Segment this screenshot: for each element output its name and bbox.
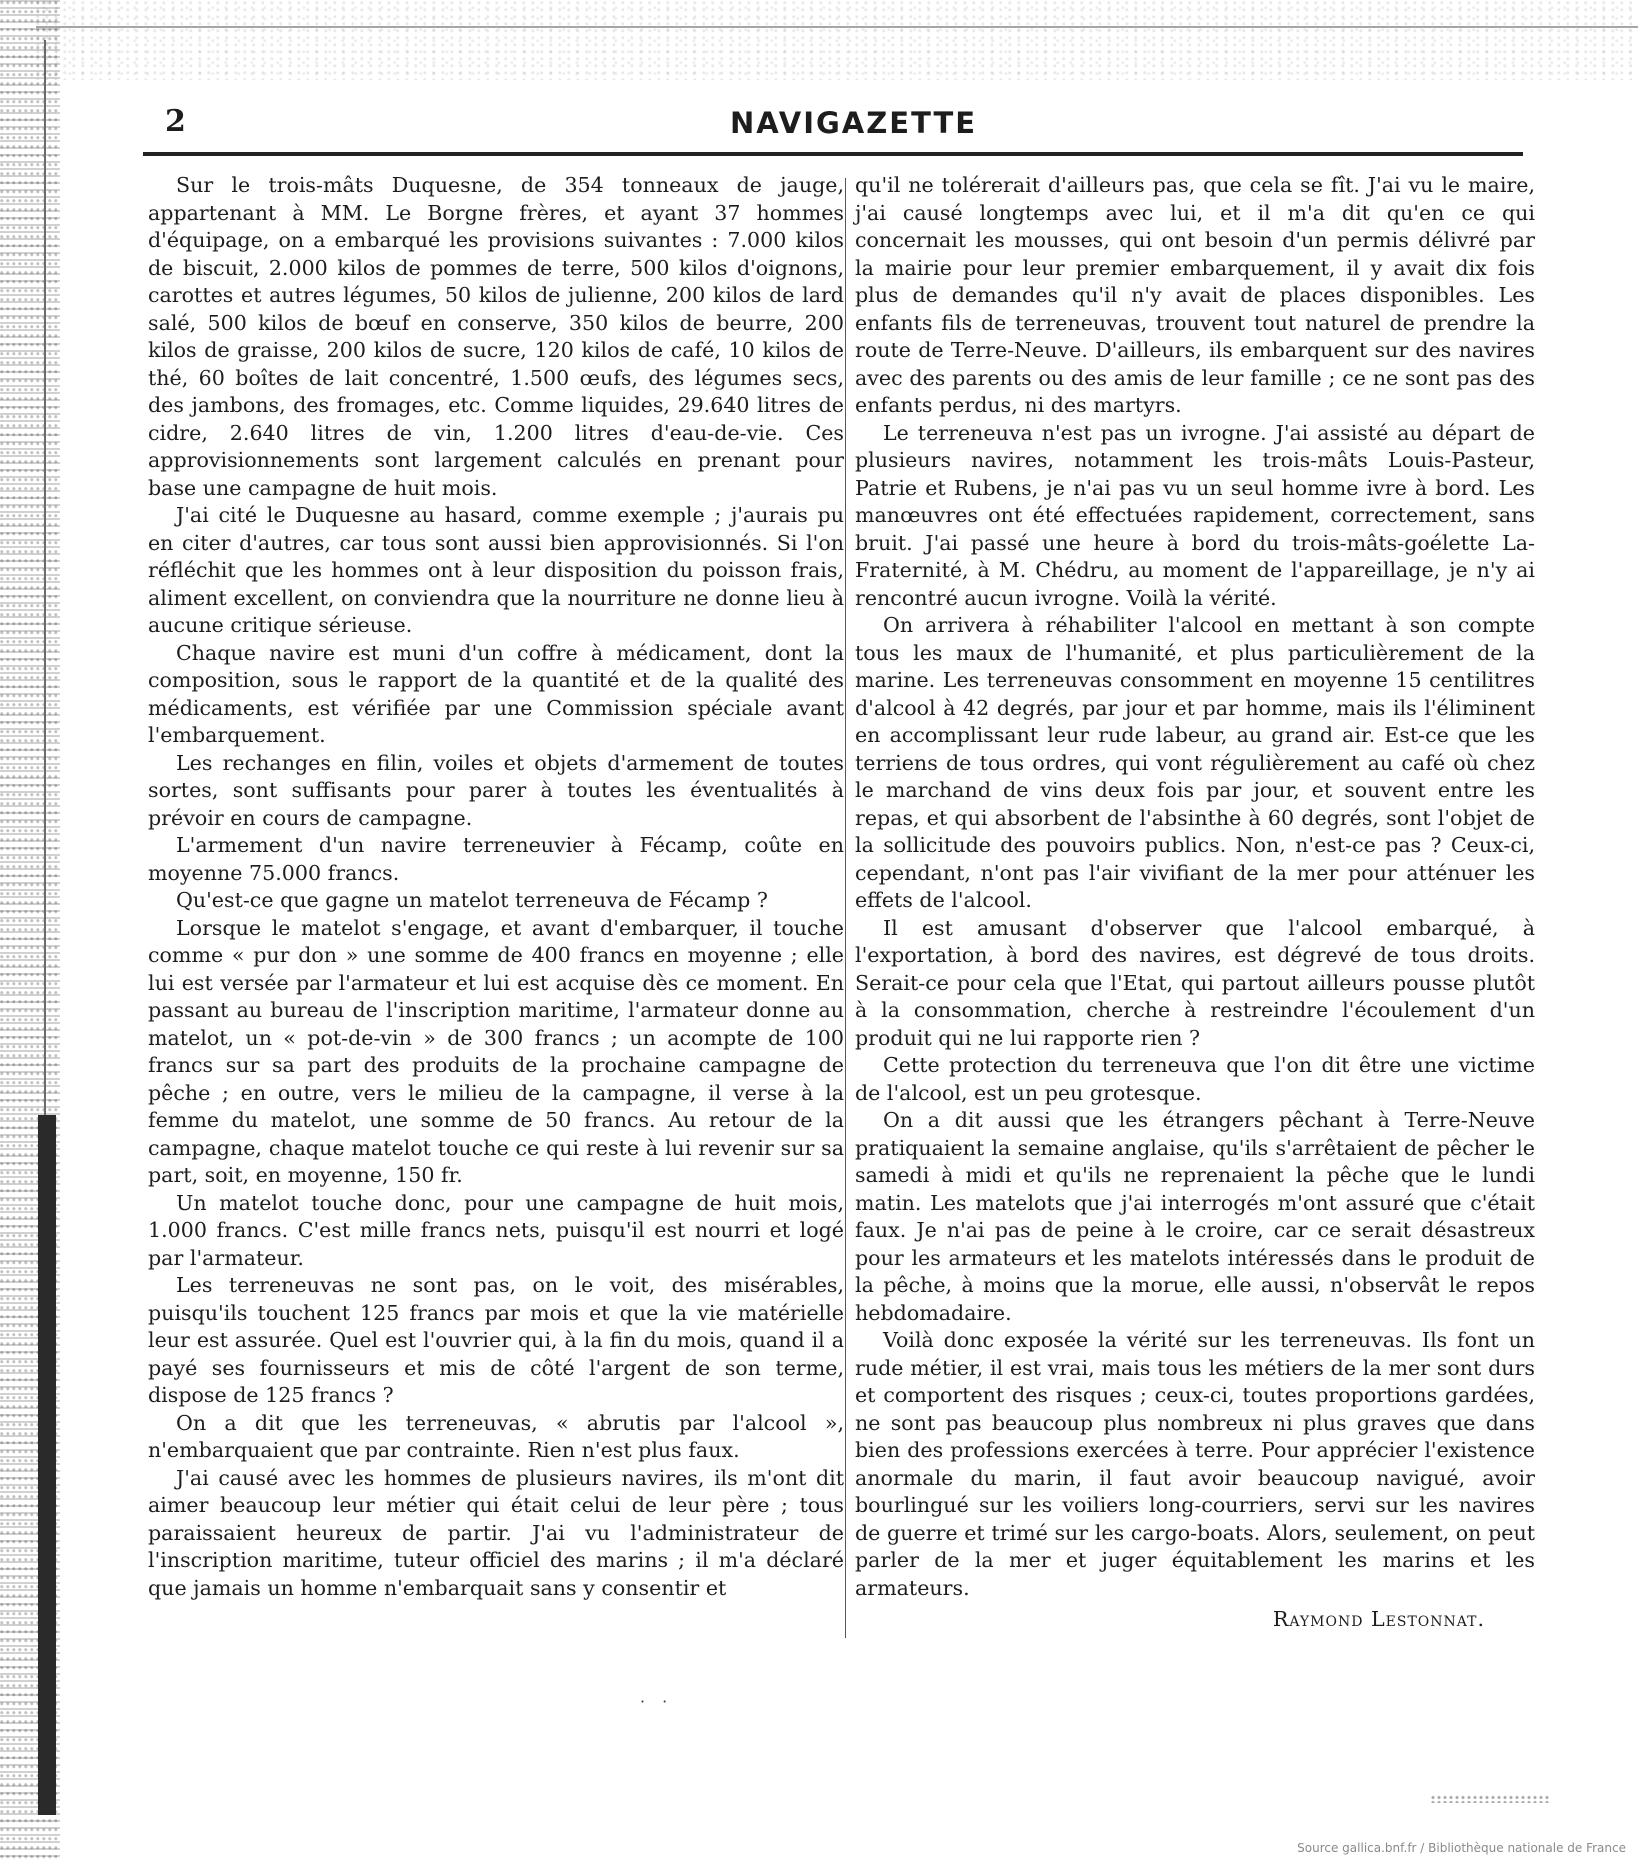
paragraph: Le terreneuva n'est pas un ivrogne. J'ai assisté au départ de plusieurs navires, notamment les trois-mâts Louis-Pasteur, Patrie et Rubens, je n'ai pas vu un seul homme ivre à bord. Les manœuvres ont été effectuées rapidement, correctement, sans bruit. J'ai passé une heure à bord du trois-mâts-goélette La-Fraternité, à M. Chédru, au moment de l'appareillage, je n'y ai rencontré aucun ivrogne. Voilà la vérité. [855,420,1535,610]
paragraph: qu'il ne tolérerait d'ailleurs pas, que cela se fît. J'ai vu le maire, j'ai causé longtemps avec lui, et il m'a dit qu'en ce qui concernait les mousses, qui ont besoin d'un permis délivré par la mairie pour leur premier embarquement, il y avait dix fois plus de demandes qu'il n'y avait de places disponibles. Les enfants fils de terreneuvas, trouvent tout naturel de prendre la route de Terre-Neuve. D'ailleurs, ils embarquent sur des navires avec des parents ou des amis de leur famille ; ce ne sont pas des enfants perdus, ni des martyrs. [855,173,1535,417]
paragraph: Lorsque le matelot s'engage, et avant d'embarquer, il touche comme « pur don » une somme de 400 francs en moyenne ; elle lui est versée par l'armateur et lui est acquise dès ce moment. En passant au bureau de l'inscription maritime, l'armateur donne au matelot, un « pot-de-vin » de 300 francs ; un acompte de 100 francs sur sa part des produits de la prochaine campagne de pêche ; en outre, vers le milieu de la campagne, il verse à la femme du matelot, une somme de 50 francs. Au retour de la campagne, chaque matelot touche ce qui reste à lui revenir sur sa part, soit, en moyenne, 150 fr. [148,915,844,1187]
stray-print-marks: · · [640,1692,674,1711]
scan-smudge [1430,1795,1550,1803]
paragraph: Il est amusant d'observer que l'alcool embarqué, à l'exportation, à bord des navires, est dégrevé de tous droits. Serait-ce pour cela que l'Etat, qui partout ailleurs pousse plutôt à la consommation, cherche à restreindre l'écoulement d'un produit qui ne lui rapporte rien ? [855,915,1535,1050]
left-column [148,172,844,1602]
header-rule [143,152,1523,156]
scan-top-rule [36,26,1638,28]
paragraph: J'ai causé avec les hommes de plusieurs navires, ils m'ont dit aimer beaucoup leur métier qui était celui de leur père ; tous paraissaient heureux de partir. J'ai vu l'administrateur de l'inscription maritime, tuteur officiel des marins ; il m'a déclaré que jamais un homme n'embarquait sans y consentir et [148,1465,844,1600]
author-signature: Raymond Lestonnat. [1272,1607,1485,1631]
paragraph: J'ai cité le Duquesne au hasard, comme exemple ; j'aurais pu en citer d'autres, car tous sont aussi bien approvisionnés. Si l'on réfléchit que les hommes ont à leur disposition du poisson frais, aliment excellent, on conviendra que la nourriture ne donne lieu à aucune critique sérieuse. [148,503,844,637]
paragraph: L'armement d'un navire terreneuvier à Fécamp, coûte en moyenne 75.000 francs. [148,833,844,885]
column-divider [845,178,846,1638]
scan-noise-top [36,0,1638,80]
source-credit: Source gallica.bnf.fr / Bibliothèque nationale de France [1297,1841,1626,1855]
paragraph: Les rechanges en filin, voiles et objets d'armement de toutes sortes, sont suffisants pour parer à toutes les éventualités à prévoir en cours de campagne. [148,750,844,830]
paragraph: Sur le trois-mâts Duquesne, de 354 tonneaux de jauge, appartenant à MM. Le Borgne frères, et ayant 37 hommes d'équipage, on a embarqué les provisions suivantes : 7.000 kilos de biscuit, 2.000 kilos de pommes de terre, 500 kilos d'oignons, carottes et autres légumes, 50 kilos de julienne, 200 kilos de lard salé, 500 kilos de bœuf en conserve, 350 kilos de beurre, 200 kilos de graisse, 200 kilos de sucre, 120 kilos de café, 10 kilos de thé, 60 boîtes de lait concentré, 1.500 œufs, des légumes secs, des jambons, des fromages, etc. Comme liquides, 29.640 litres de cidre, 2.640 litres de vin, 1.200 litres d'eau-de-vie. Ces approvisionnements sont largement calculés en prenant pour base une campagne de huit mois. [148,173,844,500]
paragraph: Qu'est-ce que gagne un matelot terreneuva de Fécamp ? [176,888,768,912]
paragraph: Les terreneuvas ne sont pas, on le voit, des misérables, puisqu'ils touchent 125 francs par mois et que la vie matérielle leur est assurée. Quel est l'ouvrier qui, à la fin du mois, quand il a payé ses fournisseurs et mis de côté l'argent de son terme, dispose de 125 francs ? [148,1273,844,1407]
paragraph: On a dit aussi que les étrangers pêchant à Terre-Neuve pratiquaient la semaine anglaise, qu'ils s'arrêtaient de pêcher le samedi à midi et qu'ils ne reprenaient la pêche que le lundi matin. Les matelots que j'ai interrogés m'ont assuré que c'était faux. Je n'ai pas de peine à le croire, car ce serait désastreux pour les armateurs et les matelots intéressés dans le produit de la pêche, à moins que la morue, elle aussi, n'observât le repos hebdomadaire. [855,1108,1535,1325]
paragraph: Cette protection du terreneuva que l'on dit être une victime de l'alcool, est un peu grotesque. [855,1053,1535,1105]
paragraph: Chaque navire est muni d'un coffre à médicament, dont la composition, sous le rapport de la quantité et de la qualité des médicaments, est vérifiée par une Commission spéciale avant l'embarquement. [148,640,844,747]
paragraph: Un matelot touche donc, pour une campagne de huit mois, 1.000 francs. C'est mille francs nets, puisqu'il est nourri et logé par l'armateur. [148,1190,844,1270]
paragraph: Voilà donc exposée la vérité sur les terreneuvas. Ils font un rude métier, il est vrai, mais tous les métiers de la mer sont durs et comportent des risques ; ceux-ci, toutes proportions gardées, ne sont pas beaucoup plus nombreux ni plus graves que dans bien des professions exercées à terre. Pour apprécier l'existence anormale du marin, il faut avoir beaucoup navigué, avoir bourlingué sur les voiliers long-courriers, servi sur les navires de guerre et trimé sur les cargo-boats. Alors, seulement, on peut parler de la mer et juger équitablement les marins et les armateurs. [855,1328,1535,1600]
page-number: 2 [165,104,186,139]
paragraph: On arrivera à réhabiliter l'alcool en mettant à son compte tous les maux de l'humanité, et plus particulièrement de la marine. Les terreneuvas consomment en moyenne 15 centilitres d'alcool à 42 degrés, par jour et par homme, mais ils l'éliminent en accomplissant leur rude labeur, au grand air. Est-ce que les terriens de tous ordres, qui vont régulièrement au café où chez le marchand de vins deux fois par jour, et souvent entre les repas, et qui absorbent de l'absinthe à 60 degrés, sont l'objet de la sollicitude des pouvoirs publics. Non, n'est-ce pas ? Ceux-ci, cependant, n'ont pas l'air vivifiant de la mer pour atténuer les effets de l'alcool. [855,613,1535,912]
binding-line [44,40,46,1120]
masthead-title: NAVIGAZETTE [730,106,978,140]
paragraph: On a dit que les terreneuvas, « abrutis par l'alcool », n'embarquaient que par contrainte. Rien n'est plus faux. [148,1410,844,1462]
binding-shadow [38,1115,56,1815]
right-column [855,172,1535,1634]
